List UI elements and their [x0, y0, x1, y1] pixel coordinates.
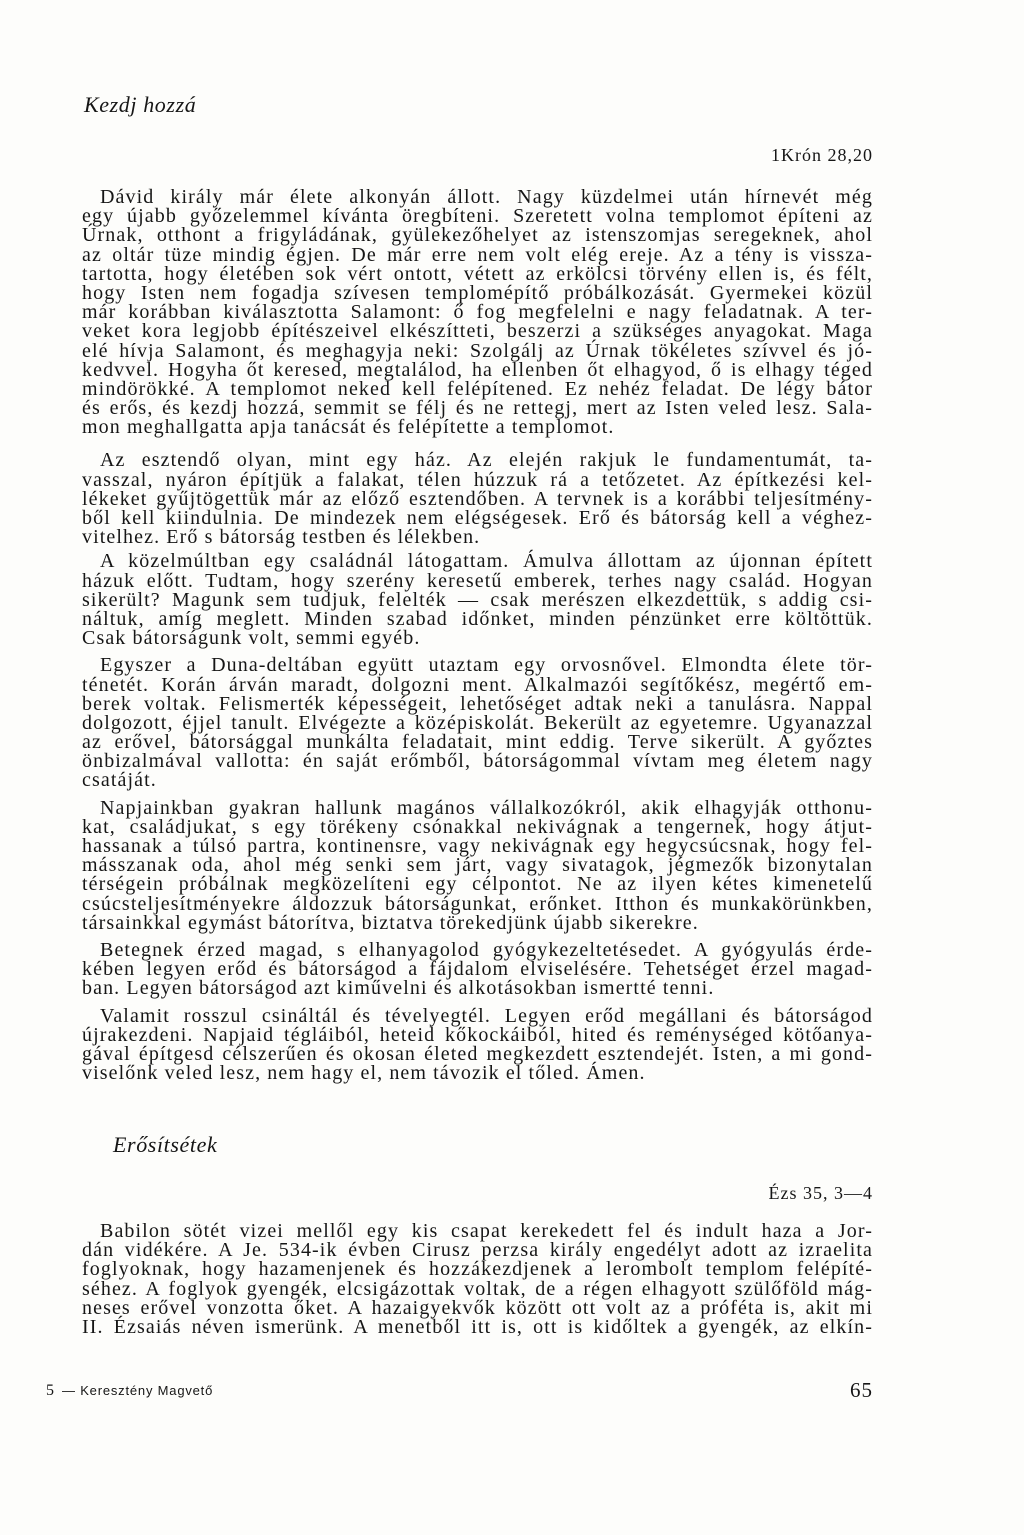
article-body [82, 188, 873, 1083]
text-line: Napjainkban gyakran hallunk magános vállalkozókról, akik elhagyják otthonu- [100, 796, 873, 819]
paragraph [82, 938, 873, 1000]
article-title: Kezdj hozzá [84, 92, 197, 117]
journal-name: — Keresztény Magvető [62, 1383, 214, 1398]
text-line: hassanak a túlsó partra, kontinensre, vagy nekivágnak egy hegycsúcsnak, hogy fel- [82, 835, 873, 857]
page-number: 65 [850, 1378, 873, 1402]
text-line: Egyszer a Duna-deltában együtt utaztam egy orvosnővel. Elmondta élete tör- [100, 654, 873, 677]
text-line: berek voltak. Felismerték képességeit, lehetőséget adtak neki a tanulásra. Nappal [82, 692, 873, 715]
text-line: csatáját. [82, 769, 157, 792]
text-line: ből kell kiindulnia. De mindezek nem elégségesek. Erő és bátorság kell a véghez- [82, 507, 873, 529]
paragraph [82, 552, 873, 648]
text-line: neses erővel vonzotta őket. A hazaigyekvők között ott volt az a próféta is, akit mi [82, 1296, 873, 1319]
text-line: A közelmúltban egy családnál látogattam. Ámulva állottam az újonnan épített [100, 550, 873, 573]
text-line: másszanak oda, ahol még senki sem járt, vagy sivatagok, jégmezők bizonytalan [82, 854, 873, 877]
text-line: foglyoknak, hogy hazamenjenek és hozzákezdjenek a lerombolt templom felépíté- [82, 1258, 873, 1281]
article-title: Erősítsétek [113, 1132, 218, 1157]
text-line: egy újabb győzelemmel kívánta öregbíteni. Szeretett volna templomot építeni az [82, 205, 873, 228]
text-line: Betegnek érzed magad, s elhanyagolod gyógykezeltetésedet. A gyógyulás érde- [100, 938, 873, 961]
text-line: Csak bátorságunk volt, semmi egyéb. [82, 627, 421, 650]
article-body [82, 1222, 873, 1337]
text-line: az erővel, bátorsággal munkálta feladatait, mint eddig. Terve sikerült. A győztes [82, 731, 873, 754]
text-line: már korábban kiválasztotta Salamont: ő fog megfelelni e nagy feladatnak. A ter- [82, 301, 873, 324]
scripture-reference: Ézs 35, 3—4 [768, 1183, 873, 1203]
text-line: az oltár tüze mindig égjen. De már erre nem volt elég ereje. Az a tény is vissza- [82, 243, 873, 266]
text-line: tartotta, hogy életében sok vért ontott, vétett az erkölcsi törvény ellen is, és félt, [82, 262, 873, 285]
paragraph [82, 1004, 873, 1085]
text-line: gával építgesd célszerűen és okosan életed megkezdett esztendejét. Isten, a mi gond- [82, 1042, 873, 1065]
text-line: és erős, és kezdj hozzá, semmit se félj és ne rettegj, mert az Isten veled lesz. Sala- [82, 397, 873, 420]
text-line: újrakezdeni. Napjaid tégláiból, heteid kőkockáiból, hited és reménységed kötőanya- [82, 1023, 873, 1046]
text-line: vasszal, nyáron építjük a falakat, télen húzzuk rá a tetőzetet. Az építkezési kel- [82, 468, 873, 491]
text-line: Úrnak, otthont a frigyládának, gyülekezőhelyet az istenszomjas seregeknek, ahol [82, 224, 873, 247]
printer-signature: 5 [46, 1382, 54, 1399]
text-line: ténetét. Korán árván maradt, dolgozni ment. Alkalmazói segítőkész, megértő em- [82, 673, 873, 696]
paragraph [82, 796, 873, 934]
paragraph [82, 188, 873, 437]
paragraph [82, 1222, 873, 1337]
text-line: ban. Legyen bátorságod azt kiművelni és alkotásokban ismertté tenni. [82, 977, 715, 1000]
text-line: vitelhez. Erő s bátorság testben és lélekben. [82, 526, 481, 549]
text-line: önbizalmával vallotta: én saját erőmből, bátorságommal vívtam meg életem nagy [82, 750, 873, 773]
text-line: kat, családjukat, s egy törékeny csónakkal nekivágnak a tengernek, hogy átjut- [82, 815, 873, 838]
text-line: dán vidékére. A Je. 534-ik évben Cirusz perzsa király engedélyt adott az izraelita [82, 1239, 873, 1262]
text-line: séhez. A foglyok gyengék, elcsigázottak voltak, de a régen elhagyott szülőföld mág- [82, 1277, 873, 1300]
text-line: kedvvel. Hogyha őt keresed, megtalálod, ha ellenben őt elhagyod, ő is elhagy téged [82, 358, 873, 381]
page-footer [46, 1381, 213, 1401]
text-line: csúcsteljesítményekre áldozzuk bátorságunkat, erőnket. Itthon és munkakörünkben, [82, 892, 873, 915]
text-line: sikerült? Magunk sem tudjuk, felelték — csak merészen elkezdettük, s addig csi- [82, 588, 873, 611]
text-line: elé hívja Salamont, és meghagyja neki: Szolgálj az Úrnak tökéletes szívvel és jó- [82, 339, 873, 362]
text-line: mon meghallgatta apja tanácsát és felépítette a templomot. [82, 416, 615, 439]
text-line: térségein próbálnak megközelíteni egy célpontot. Ne az ilyen kétes kimenetelű [82, 873, 873, 896]
text-line: veket kora legjobb építészeivel elkészítteti, beszerzi a szükséges anyagokat. Maga [82, 320, 873, 343]
paragraph [82, 656, 873, 790]
scripture-reference: 1Krón 28,20 [771, 145, 873, 165]
text-line: házuk előtt. Tudtam, hogy szerény keresetű emberek, terhes nagy család. Hogyan [82, 569, 873, 592]
text-line: Babilon sötét vizei mellől egy kis csapat kerekedett fel és indult haza a Jor- [100, 1220, 873, 1242]
text-line: Valamit rosszul csináltál és tévelyegtél. Legyen erőd megállani és bátorságod [100, 1004, 873, 1027]
text-line: Dávid király már élete alkonyán állott. Nagy küzdelmei után hírnevét még [100, 186, 873, 208]
text-line: társainkkal egymást bátorítva, biztatva törekedjünk újabb sikerekre. [82, 911, 699, 934]
text-line: II. Ézsaiás néven ismerünk. A menetből itt is, ott is kidőltek a gyengék, az elkín- [82, 1315, 873, 1338]
text-line: mindörökké. A templomot neked kell felépítened. Ez nehéz feladat. De légy bátor [82, 377, 873, 400]
text-line: dolgozott, éjjel tanult. Elvégezte a középiskolát. Bekerült az egyetemre. Ugyanazzal [82, 711, 873, 734]
text-line: kében legyen erőd és bátorságod a fájdalom elviselésére. Tehetséget érzel magad- [82, 958, 873, 981]
paragraph [82, 451, 873, 547]
text-line: lékeket gyűjtögettük már az előző esztendőben. A tervnek is a korábbi teljesítmény- [82, 487, 873, 510]
text-line: hogy Isten nem fogadja szívesen templomépítő próbálkozását. Gyermekei közül [82, 281, 873, 304]
text-line: Az esztendő olyan, mint egy ház. Az elején rakjuk le fundamentumát, ta- [100, 449, 873, 472]
text-line: viselőnk veled lesz, nem hagy el, nem távozik el tőled. Ámen. [82, 1062, 646, 1085]
text-line: náltuk, amíg meglett. Minden szabad időnket, minden pénzünket erre költöttük. [82, 607, 873, 630]
